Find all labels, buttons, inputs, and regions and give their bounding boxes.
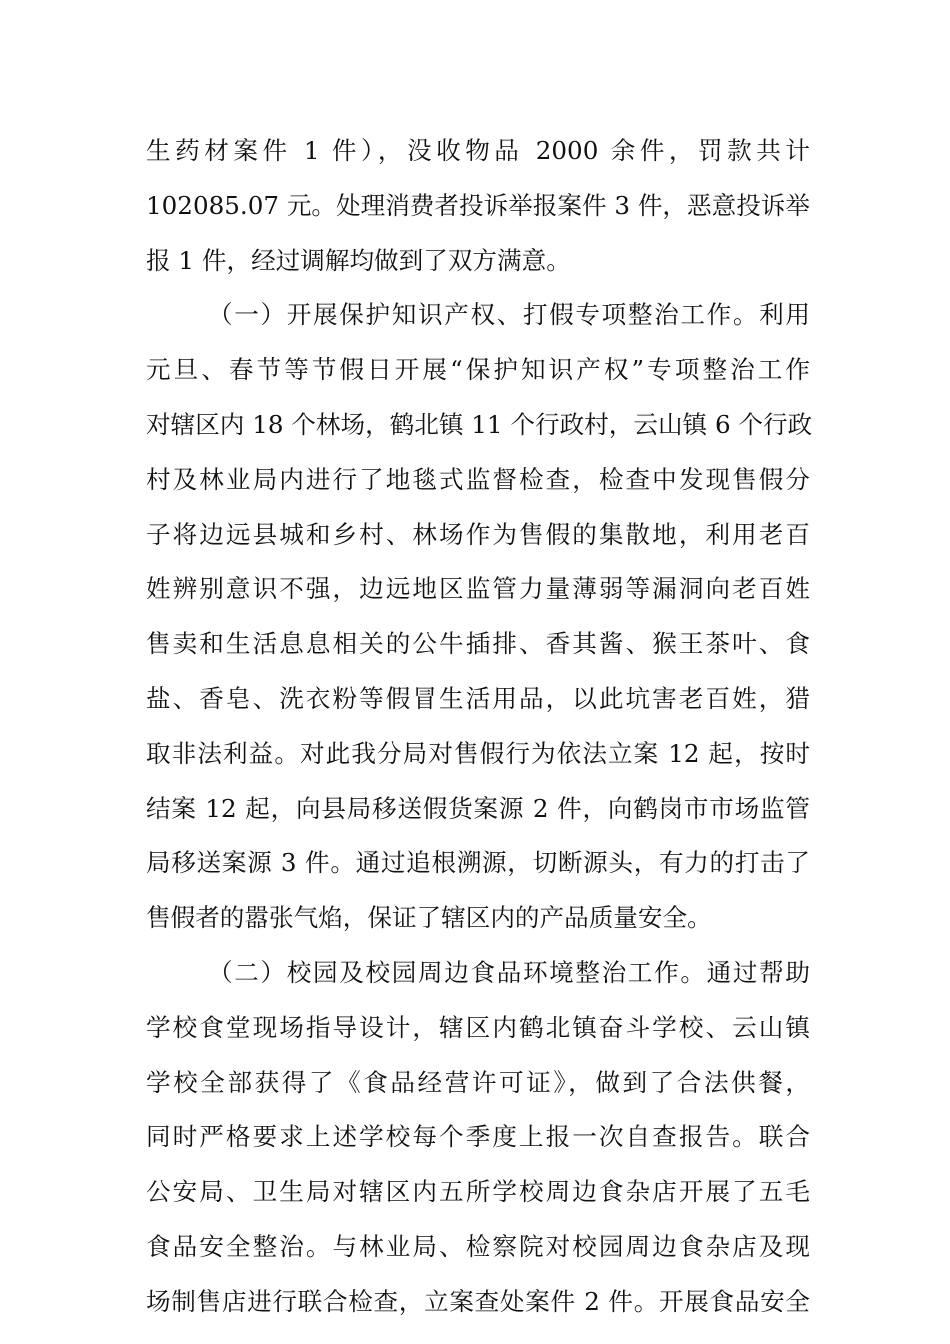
text-line: 售假者的嚣张气焰，保证了辖区内的产品质量安全。 bbox=[146, 903, 712, 933]
text-line: 学校食堂现场指导设计，辖区内鹤北镇奋斗学校、云山镇 bbox=[146, 1012, 810, 1042]
text-line: 结案 12 起，向县局移送假货案源 2 件，向鹤岗市市场监管 bbox=[146, 793, 810, 823]
text-line: 取非法利益。对此我分局对售假行为依法立案 12 起，按时 bbox=[146, 738, 810, 768]
text-line: 姓辨别意识不强，边远地区监管力量薄弱等漏洞向老百姓 bbox=[146, 574, 810, 604]
text-line: 局移送案源 3 件。通过追根溯源，切断源头，有力的打击了 bbox=[146, 848, 810, 878]
paragraph-first-line: （一）开展保护知识产权、打假专项整治工作。利用 bbox=[208, 300, 810, 330]
text-line: 102085.07 元。处理消费者投诉举报案件 3 件，恶意投诉举 bbox=[146, 190, 810, 220]
text-line: 同时严格要求上述学校每个季度上报一次自查报告。联合 bbox=[146, 1122, 810, 1152]
body-text bbox=[146, 124, 813, 1330]
text-line: 子将边远县城和乡村、林场作为售假的集散地，利用老百 bbox=[146, 519, 810, 549]
text-line: 生药材案件 1 件），没收物品 2000 余件，罚款共计 bbox=[146, 136, 810, 165]
text-line: 元旦、春节等节假日开展“保护知识产权”专项整治工作 bbox=[146, 355, 810, 385]
text-line: 村及林业局内进行了地毯式监督检查，检查中发现售假分 bbox=[146, 464, 810, 494]
text-line: 盐、香皂、洗衣粉等假冒生活用品，以此坑害老百姓，猎 bbox=[146, 683, 810, 713]
text-line: 售卖和生活息息相关的公牛插排、香其酱、猴王茶叶、食 bbox=[146, 629, 810, 659]
text-line: 公安局、卫生局对辖区内五所学校周边食杂店开展了五毛 bbox=[146, 1177, 810, 1207]
text-line: 学校全部获得了《食品经营许可证》，做到了合法供餐， bbox=[146, 1067, 810, 1097]
text-line: 场制售店进行联合检查，立案查处案件 2 件。开展食品安全 bbox=[146, 1286, 810, 1316]
text-line: 食品安全整治。与林业局、检察院对校园周边食杂店及现 bbox=[146, 1231, 810, 1261]
text-line: 对辖区内 18 个林场，鹤北镇 11 个行政村，云山镇 6 个行政 bbox=[146, 409, 813, 439]
paragraph-first-line: （二）校园及校园周边食品环境整治工作。通过帮助 bbox=[208, 957, 810, 987]
text-line: 报 1 件，经过调解均做到了双方满意。 bbox=[146, 245, 571, 275]
